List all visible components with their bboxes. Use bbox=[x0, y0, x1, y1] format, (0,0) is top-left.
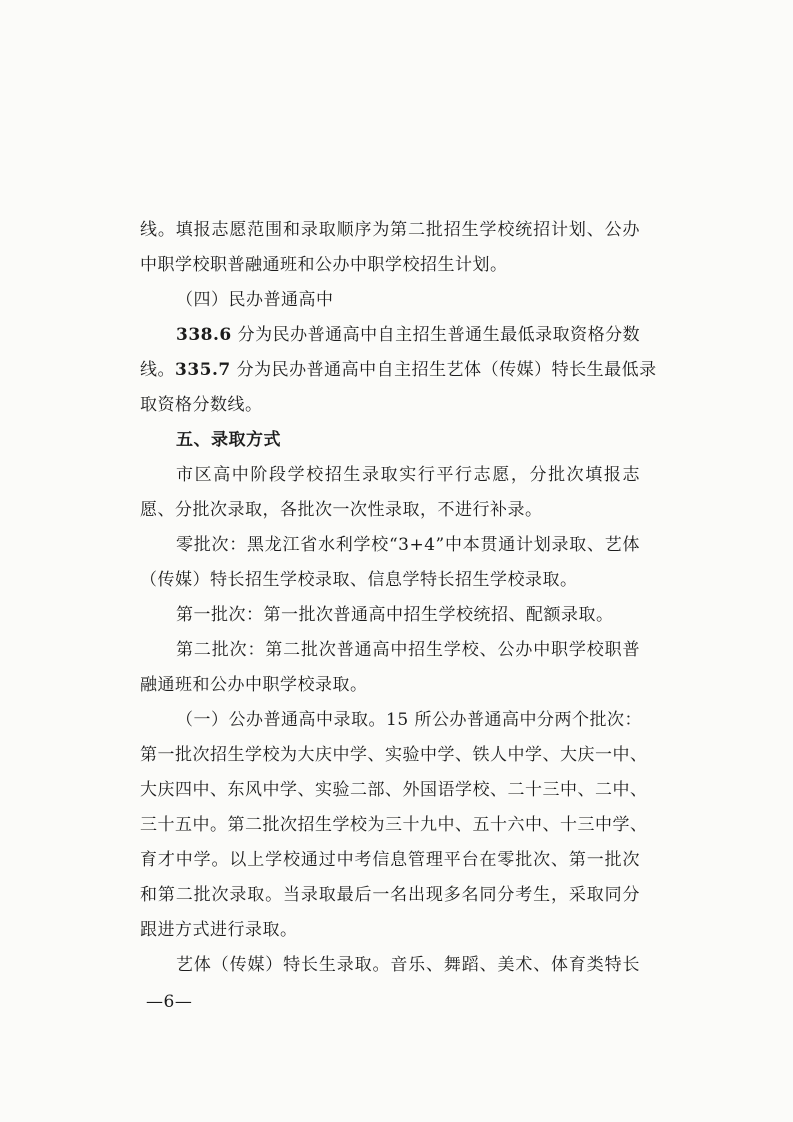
text-line: 线。335.7 分为民办普通高中自主招生艺体（传媒）特长生最低录 bbox=[140, 360, 657, 380]
text-line: 和第二批次录取。当录取最后一名出现多名同分考生，采取同分 bbox=[140, 885, 640, 905]
text-line: 338.6 分为民办普通高中自主招生普通生最低录取资格分数 bbox=[176, 325, 641, 345]
text-line: 第二批次：第二批次普通高中招生学校、公办中职学校职普 bbox=[176, 640, 640, 660]
text-line: 第一批次：第一批次普通高中招生学校统招、配额录取。 bbox=[176, 605, 614, 625]
page-number: —6— bbox=[146, 992, 193, 1012]
score-value: 338.6 bbox=[176, 325, 232, 345]
text-line: 育才中学。以上学校通过中考信息管理平台在零批次、第一批次 bbox=[140, 850, 640, 870]
text-line: 市区高中阶段学校招生录取实行平行志愿，分批次填报志 bbox=[176, 465, 640, 485]
text-line: 艺体（传媒）特长生录取。音乐、舞蹈、美术、体育类特长 bbox=[176, 955, 640, 975]
score-value: 335.7 bbox=[175, 360, 231, 380]
text-line: 跟进方式进行录取。 bbox=[140, 920, 298, 940]
text-line: 三十五中。第二批次招生学校为三十九中、五十六中、十三中学、 bbox=[140, 815, 648, 835]
text-line: 大庆四中、东风中学、实验二部、外国语学校、二十三中、二中、 bbox=[140, 780, 648, 800]
text-line: 线。填报志愿范围和录取顺序为第二批招生学校统招计划、公办 bbox=[140, 220, 640, 240]
text-line: 融通班和公办中职学校录取。 bbox=[140, 675, 368, 695]
text-line: 中职学校职普融通班和公办中职学校招生计划。 bbox=[140, 255, 508, 275]
text-line: （传媒）特长招生学校录取、信息学特长招生学校录取。 bbox=[140, 570, 578, 590]
text-line: 零批次：黑龙江省水利学校“3+4”中本贯通计划录取、艺体 bbox=[176, 535, 640, 555]
section-heading-minban: （四）民办普通高中 bbox=[176, 290, 334, 310]
text-line: 第一批次招生学校为大庆中学、实验中学、铁人中学、大庆一中、 bbox=[140, 745, 648, 765]
text-line: 愿、分批次录取，各批次一次性录取，不进行补录。 bbox=[140, 500, 543, 520]
text-line: 取资格分数线。 bbox=[140, 395, 263, 415]
text-line: （一）公办普通高中录取。15 所公办普通高中分两个批次： bbox=[176, 710, 643, 730]
section-heading-admission: 五、录取方式 bbox=[176, 430, 281, 450]
